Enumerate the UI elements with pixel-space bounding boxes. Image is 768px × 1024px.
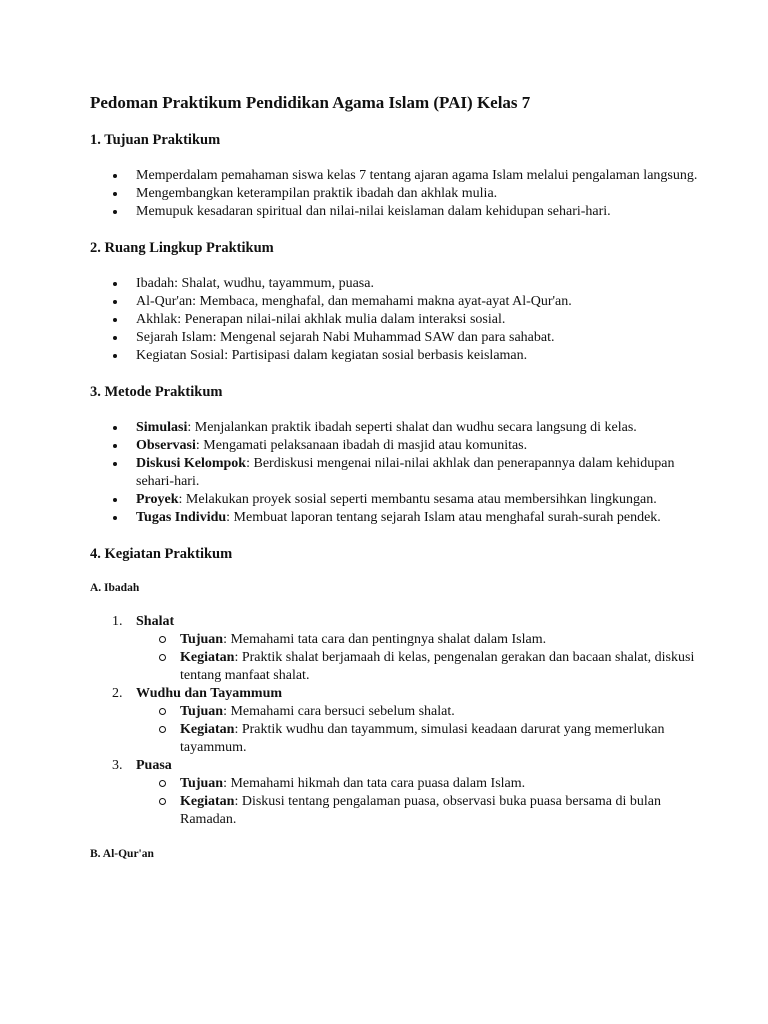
list-item: Memperdalam pemahaman siswa kelas 7 tentang ajaran agama Islam melalui pengalaman langsung. [90, 167, 708, 185]
sub-list-item: Kegiatan: Diskusi tentang pengalaman puasa, observasi buka puasa bersama di bulan Ramadan. [136, 793, 708, 829]
bullet-icon [113, 210, 117, 214]
sub-list-item: Tujuan: Memahami tata cara dan pentingnya shalat dalam Islam. [136, 631, 708, 649]
metode-list [90, 419, 708, 527]
section-heading-kegiatan: 4. Kegiatan Praktikum [90, 546, 233, 562]
list-item: 1. Shalat Tujuan: Memahami tata cara dan pentingnya shalat dalam Islam. Kegiatan: Praktik shalat berjamaah di kelas, pengenalan gerakan dan bacaan shalat, diskusi tentang manfaat shalat. [90, 613, 708, 685]
bullet-icon [113, 174, 117, 178]
list-item: Tugas Individu: Membuat laporan tentang sejarah Islam atau menghafal surah-surah pendek. [90, 509, 708, 527]
bullet-icon [113, 444, 117, 448]
sub-list-item: Kegiatan: Praktik wudhu dan tayammum, simulasi keadaan darurat yang memerlukan tayammum. [136, 721, 708, 757]
circle-bullet-icon [159, 636, 166, 643]
list-item: Sejarah Islam: Mengenal sejarah Nabi Muhammad SAW dan para sahabat. [90, 329, 708, 347]
bullet-icon [113, 462, 117, 466]
bullet-icon [113, 282, 117, 286]
ruang-lingkup-list [90, 275, 708, 365]
circle-bullet-icon [159, 798, 166, 805]
list-item: Al-Qur'an: Membaca, menghafal, dan memahami makna ayat-ayat Al-Qur'an. [90, 293, 708, 311]
list-item: Ibadah: Shalat, wudhu, tayammum, puasa. [90, 275, 708, 293]
bullet-icon [113, 336, 117, 340]
bullet-icon [113, 426, 117, 430]
section-heading-ruang-lingkup: 2. Ruang Lingkup Praktikum [90, 240, 274, 256]
sub-list [136, 631, 708, 685]
subsection-heading-ibadah: A. Ibadah [90, 582, 140, 594]
list-item: 2. Wudhu dan Tayammum Tujuan: Memahami cara bersuci sebelum shalat. Kegiatan: Praktik wudhu dan tayammum, simulasi keadaan darurat yang memerlukan tayammum. [90, 685, 708, 757]
bullet-icon [113, 498, 117, 502]
document-title: Pedoman Praktikum Pendidikan Agama Islam (PAI) Kelas 7 [90, 93, 531, 112]
sub-list-item: Tujuan: Memahami cara bersuci sebelum shalat. [136, 703, 708, 721]
subsection-heading-al-quran: B. Al-Qur'an [90, 848, 154, 860]
circle-bullet-icon [159, 780, 166, 787]
bullet-icon [113, 354, 117, 358]
circle-bullet-icon [159, 654, 166, 661]
sub-list [136, 703, 708, 757]
sub-list [136, 775, 708, 829]
list-item: Diskusi Kelompok: Berdiskusi mengenai nilai-nilai akhlak dan penerapannya dalam kehidupan sehari-hari. [90, 455, 708, 491]
bullet-icon [113, 318, 117, 322]
list-item: Proyek: Melakukan proyek sosial seperti membantu sesama atau membersihkan lingkungan. [90, 491, 708, 509]
bullet-icon [113, 192, 117, 196]
list-item: Memupuk kesadaran spiritual dan nilai-nilai keislaman dalam kehidupan sehari-hari. [90, 203, 708, 221]
sub-list-item: Kegiatan: Praktik shalat berjamaah di kelas, pengenalan gerakan dan bacaan shalat, diskusi tentang manfaat shalat. [136, 649, 708, 685]
list-item: Mengembangkan keterampilan praktik ibadah dan akhlak mulia. [90, 185, 708, 203]
list-item: Observasi: Mengamati pelaksanaan ibadah di masjid atau komunitas. [90, 437, 708, 455]
list-item: Kegiatan Sosial: Partisipasi dalam kegiatan sosial berbasis keislaman. [90, 347, 708, 365]
bullet-icon [113, 516, 117, 520]
ibadah-list [90, 613, 708, 829]
circle-bullet-icon [159, 726, 166, 733]
section-heading-tujuan: 1. Tujuan Praktikum [90, 132, 221, 148]
list-item: Akhlak: Penerapan nilai-nilai akhlak mulia dalam interaksi sosial. [90, 311, 708, 329]
bullet-icon [113, 300, 117, 304]
sub-list-item: Tujuan: Memahami hikmah dan tata cara puasa dalam Islam. [136, 775, 708, 793]
section-heading-metode: 3. Metode Praktikum [90, 384, 223, 400]
list-item: Simulasi: Menjalankan praktik ibadah seperti shalat dan wudhu secara langsung di kelas. [90, 419, 708, 437]
list-item: 3. Puasa Tujuan: Memahami hikmah dan tata cara puasa dalam Islam. Kegiatan: Diskusi tentang pengalaman puasa, observasi buka puasa bersama di bulan Ramadan. [90, 757, 708, 829]
circle-bullet-icon [159, 708, 166, 715]
tujuan-list [90, 167, 708, 221]
